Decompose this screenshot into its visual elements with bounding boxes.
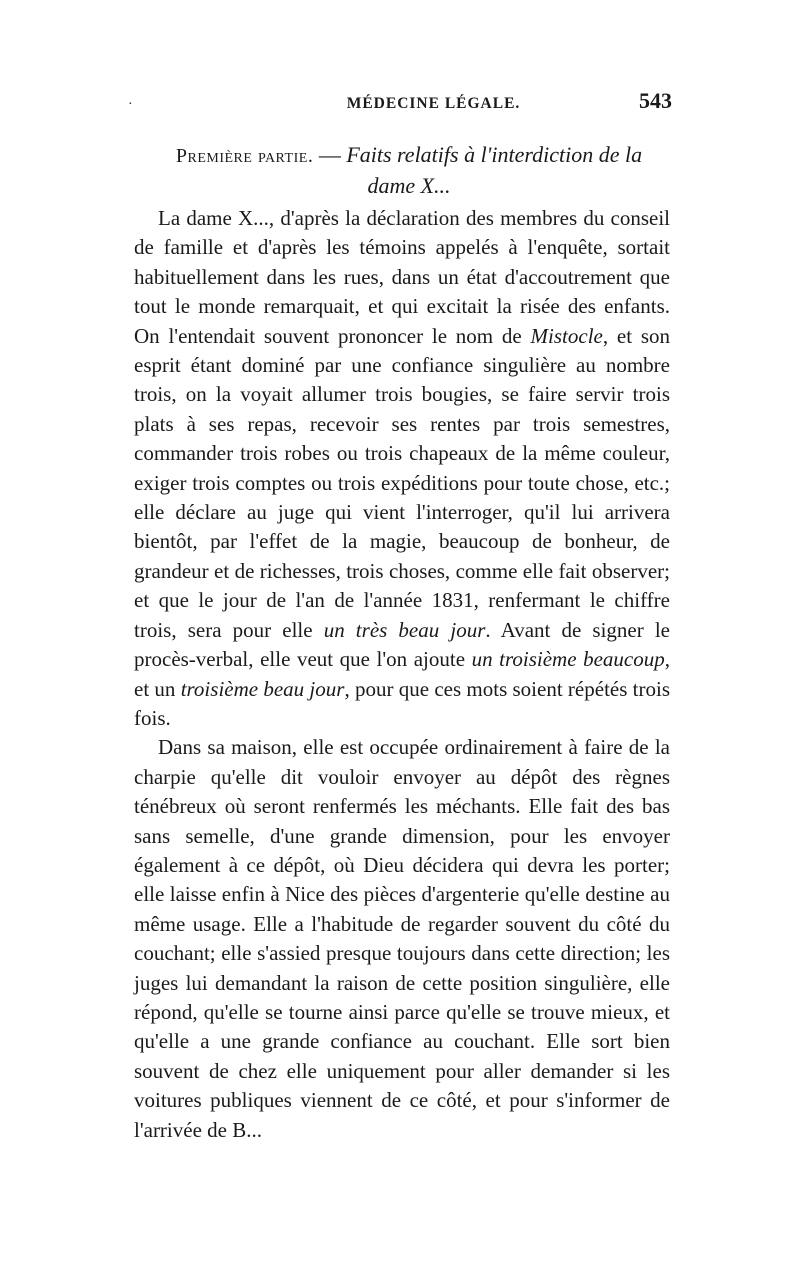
running-head <box>128 88 672 114</box>
heading-title-line2: dame X... <box>367 173 451 198</box>
text-run: , pour que ces mots soient répétés trois fois. <box>134 676 671 730</box>
text-run: , et son esprit étant dominé par une confiance singulière au nombre trois, on la voyait allumer trois bougies, se faire servir trois plats à ses repas, recevoir ses rentes par trois semestres, commander trois robes ou trois chapeaux de la même couleur, exiger trois comptes ou trois expéditions pour toute chose, etc.; elle déclare au juge qui vient l'interroger, qu'il lui arrivera bientôt, par l'effet de la magie, beaucoup de bonheur, de grandeur et de richesses, trois choses, comme elle fait observer; et que le jour de l'an de l'année 1831, renfermant le chiffre trois, sera pour elle <box>134 323 671 642</box>
heading-dash: — <box>318 142 341 167</box>
page-number: 543 <box>639 88 672 113</box>
part-label: Première partie. <box>175 145 314 167</box>
paragraph <box>134 733 670 1145</box>
italic-phrase: Mistocle <box>530 323 603 348</box>
italic-phrase: troisième beau jour <box>180 676 345 701</box>
italic-phrase: un troisième beaucoup <box>471 647 665 672</box>
text-run: Dans sa maison, elle est occupée ordinairement à faire de la charpie qu'elle dit vouloir envoyer au dépôt des règnes ténébreux où seront renfermés les méchants. Elle fait des bas sans semelle, d'une grande dimension, pour les envoyer également à ce dépôt, où Dieu décidera qui devra les porter; elle laisse enfin à Nice des pièces d'argenterie qu'elle destine au même usage. Elle a l'habitude de regarder souvent du côté du couchant; elle s'assied presque toujours dans cette direction; les juges lui demandant la raison de cette position singulière, elle répond, qu'elle se tourne ainsi parce qu'elle se trouve mieux, et qu'elle a une grande confiance au couchant. Elle sort bien souvent de chez elle uniquement pour aller demander si les voitures publiques viennent de ce côté, et pour s'informer de l'arrivée de B... <box>134 735 670 1142</box>
text-run: La dame X..., d'après la déclaration des membres du conseil de famille et d'après les témoins appelés à l'enquête, sortait habituellement dans les rues, dans un état d'accoutrement que tout le monde remarquait, et qui excitait la risée des enfants. On l'entendait souvent prononcer le nom de <box>134 206 670 348</box>
section-heading <box>146 140 672 201</box>
text-run: . Avant de signer le procès-verbal, elle veut que l'on ajoute <box>134 617 671 672</box>
text-run: , et un <box>134 647 670 701</box>
running-head-title: MÉDECINE LÉGALE. <box>346 95 521 112</box>
paragraph <box>134 204 670 733</box>
heading-title-line1: Faits relatifs à l'interdiction de la <box>346 142 643 167</box>
italic-phrase: un très beau jour <box>323 617 486 642</box>
stray-dot: · <box>128 97 133 112</box>
body-text <box>134 204 670 1145</box>
